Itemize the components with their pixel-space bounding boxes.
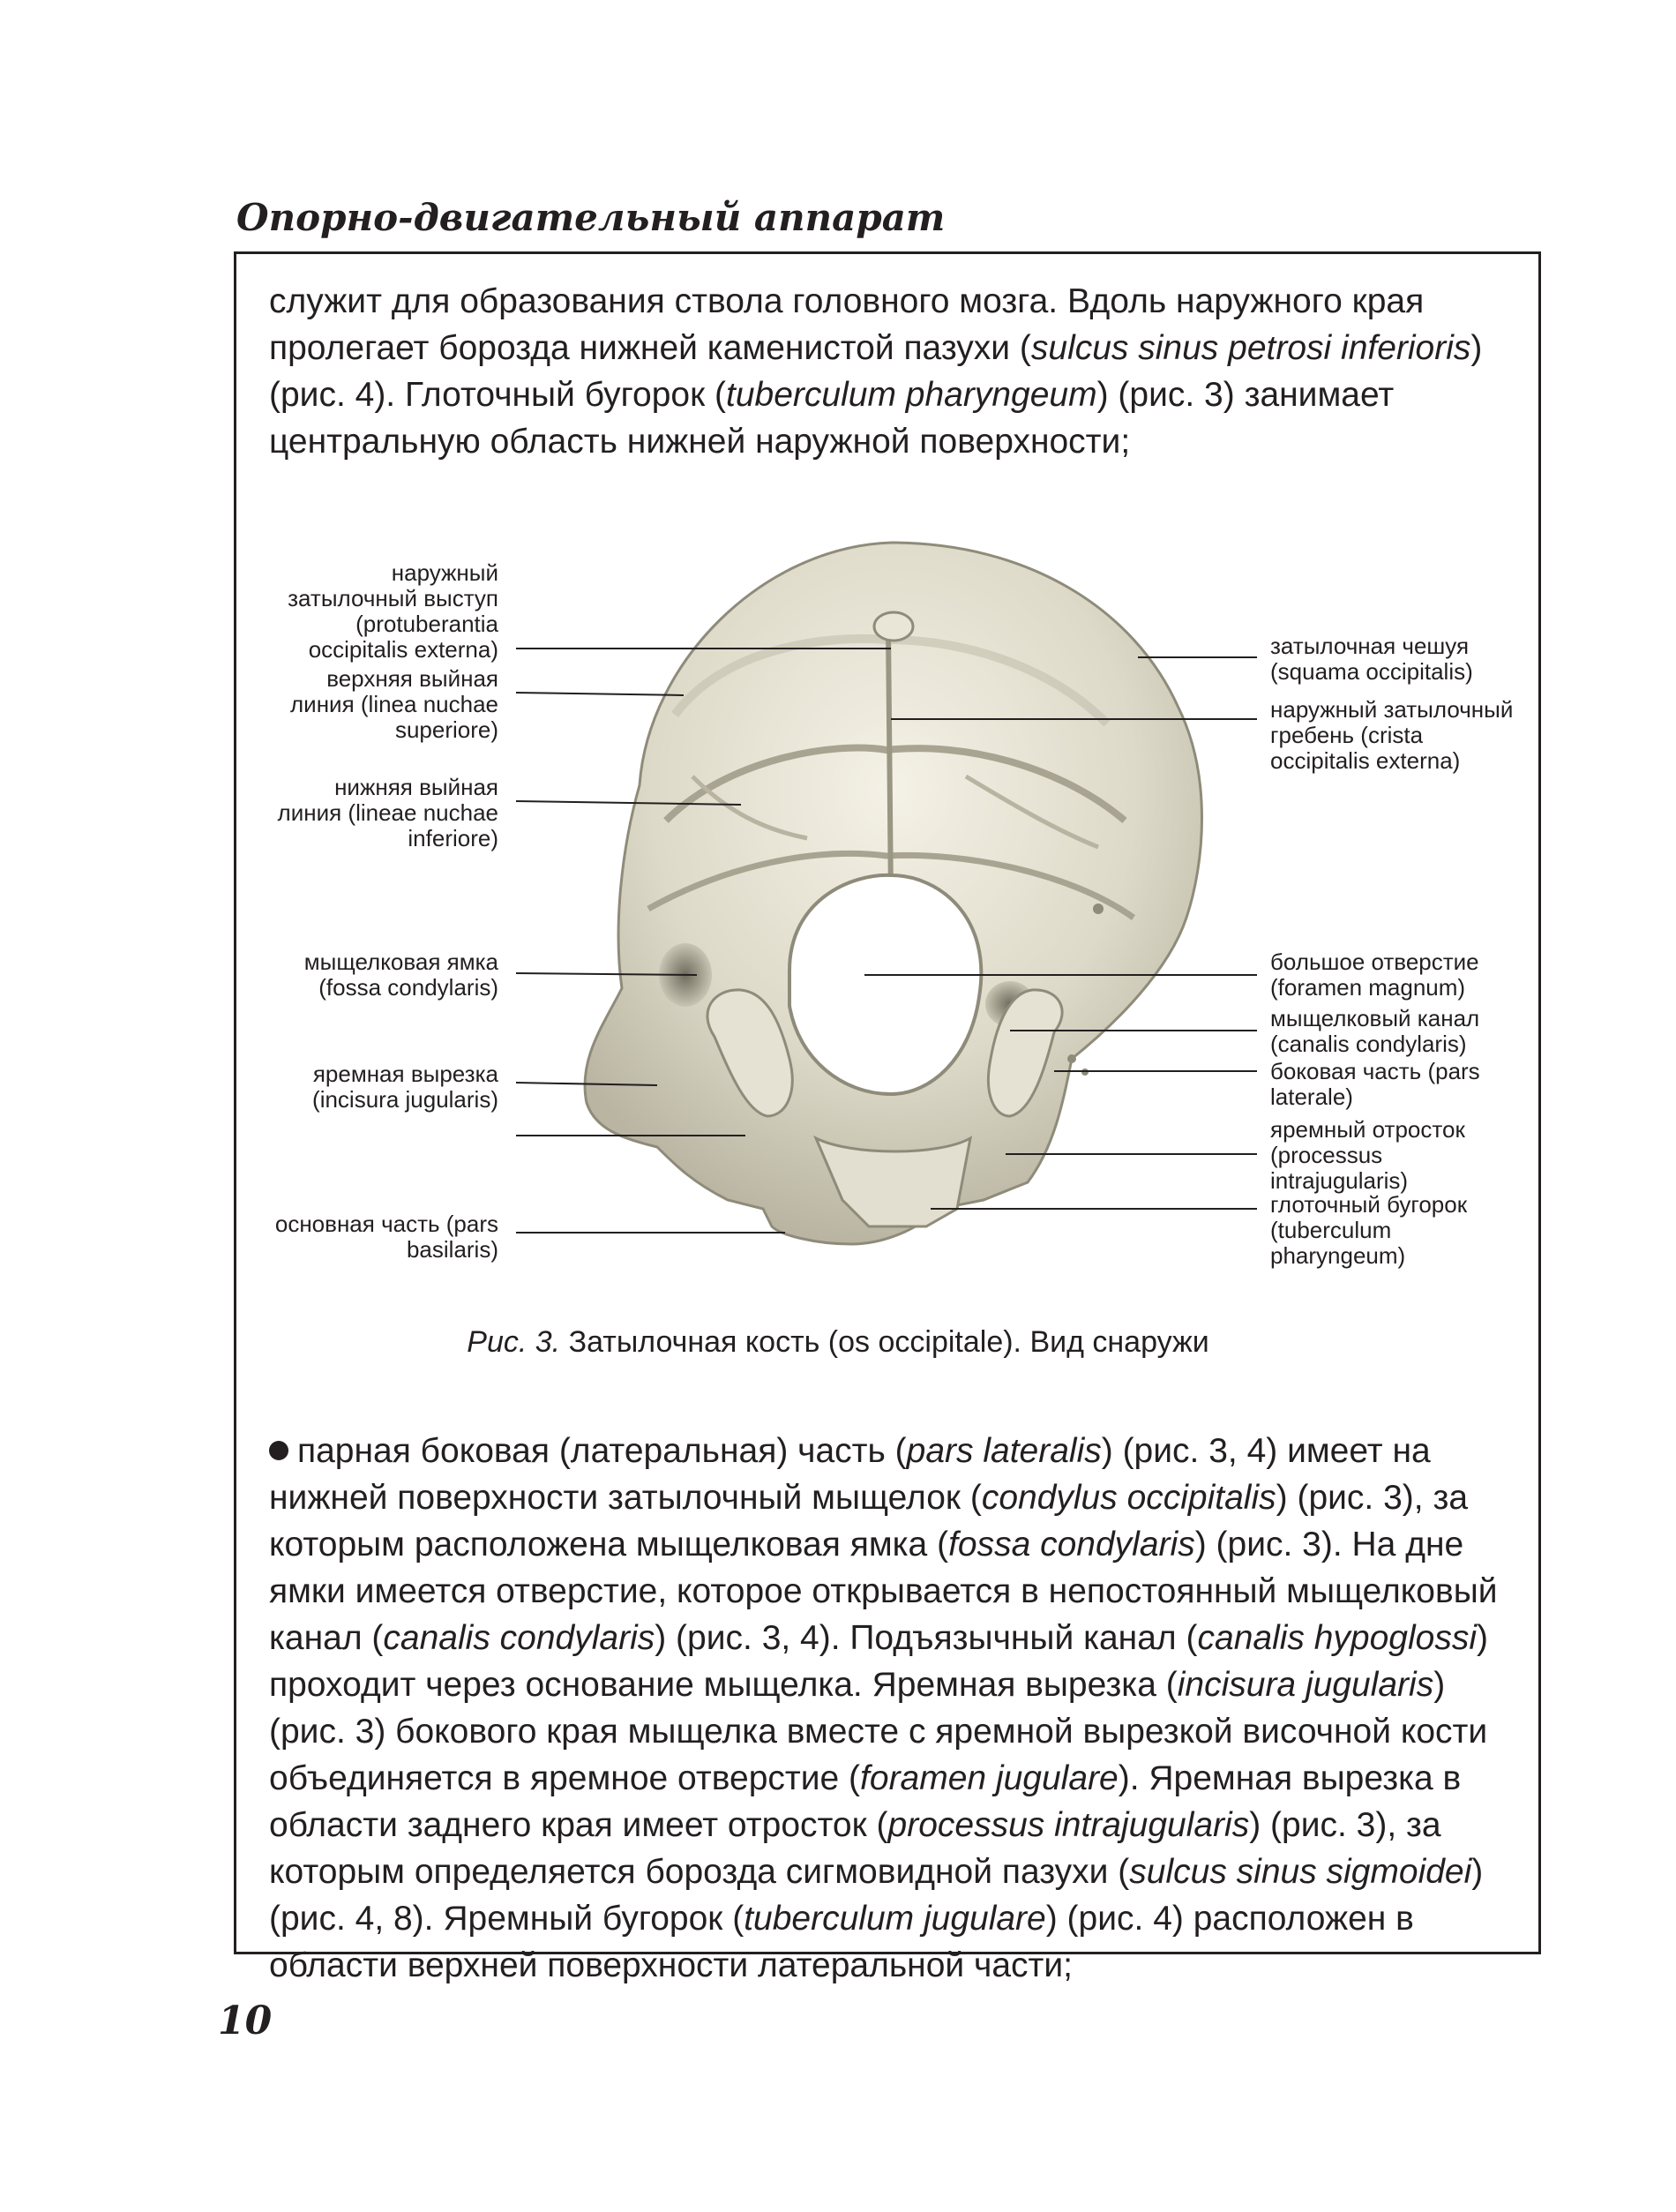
label-superior-nuchal-line: верхняя выйная линия (linea nuchae superiore)	[290, 665, 498, 743]
text-run: ) (рис. 3) бокового края мыщелка вместе с яремной вырезкой височной кости объединяется в яремное отверстие (	[269, 1666, 1488, 1797]
bullet-icon	[269, 1441, 288, 1460]
text-run: ) (рис. 4, 8). Яремный бугорок (	[269, 1853, 1484, 1938]
paragraph-2	[269, 1428, 1513, 1989]
latin-term: foramen jugulare	[860, 1759, 1119, 1797]
label-intrajugular-process: яремный отросток (processus intrajugularis)	[1270, 1116, 1465, 1194]
latin-term: incisura jugularis	[1177, 1666, 1434, 1704]
label-condylar-fossa: мыщелковая ямка (fossa condylaris)	[303, 949, 498, 1001]
latin-term: pars lateralis	[906, 1432, 1102, 1470]
latin-term: processus intrajugularis	[887, 1806, 1250, 1844]
paragraph-2-text	[269, 1432, 1498, 1984]
running-title: Опорно-двигательный аппарат	[236, 196, 946, 239]
latin-term: canalis hypoglossi	[1197, 1619, 1478, 1657]
latin-term: condylus occipitalis	[981, 1479, 1276, 1517]
text-run: ). Яремная вырезка в области заднего края имеет отросток (	[269, 1759, 1462, 1844]
figure-caption	[0, 1325, 1676, 1360]
label-jugular-notch: яремная вырезка (incisura jugularis)	[312, 1061, 498, 1113]
label-pharyngeal-tubercle: глоточный бугорок (tuberculum pharyngeum)	[1270, 1191, 1468, 1269]
paragraph-1	[269, 278, 1513, 465]
text-run: ) проходит через основание мыщелка. Яремная вырезка (	[269, 1619, 1489, 1704]
label-inferior-nuchal-line: нижняя выйная линия (lineae nuchae inferiore)	[277, 774, 498, 851]
label-basilar-part: основная часть (pars basilaris)	[274, 1211, 498, 1263]
figure-caption-text: Затылочная кость (os occipitale). Вид снаружи	[568, 1325, 1209, 1359]
label-external-occipital-protuberance: наружный затылочный выступ (protuberantia occipitalis externa)	[288, 559, 498, 663]
text-run: служит для образования ствола головного мозга. Вдоль наружного края пролегает борозда нижней каменистой пазухи (	[269, 282, 1425, 367]
text-run: ) (рис. 3, 4) имеет на нижней поверхности затылочный мыщелок (	[269, 1432, 1431, 1517]
latin-term: tuberculum pharyngeum	[726, 376, 1097, 414]
latin-term: fossa condylaris	[948, 1526, 1195, 1563]
label-external-occipital-crest: наружный затылочный гребень (crista occipitalis externa)	[1270, 696, 1514, 774]
text-run: ) (рис. 3), за которым расположена мыщелковая ямка (	[269, 1479, 1469, 1563]
label-condylar-canal: мыщелковый канал (canalis condylaris)	[1270, 1005, 1480, 1057]
text-run: ) (рис. 3). На дне ямки имеется отверстие, которое открывается в непостоянный мыщелковый канал (	[269, 1526, 1498, 1657]
text-run: ) (рис. 4) расположен в области верхней поверхности латеральной части;	[269, 1900, 1414, 1984]
label-lateral-part: боковая часть (pars laterale)	[1270, 1058, 1480, 1110]
latin-term: tuberculum jugulare	[744, 1900, 1046, 1938]
page-number: 10	[218, 1998, 273, 2043]
label-occipital-squama: затылочная чешуя (squama occipitalis)	[1270, 633, 1473, 685]
text-run: парная боковая (латеральная) часть (	[297, 1432, 907, 1470]
latin-term: sulcus sinus petrosi inferioris	[1030, 329, 1471, 367]
latin-term: canalis condylaris	[383, 1619, 655, 1657]
text-run: ) (рис. 3), за которым определяется борозда сигмовидной пазухи (	[269, 1806, 1441, 1891]
leader-line	[516, 693, 684, 695]
latin-term: sulcus sinus sigmoidei	[1129, 1853, 1472, 1891]
text-run: ) (рис. 4). Глоточный бугорок (	[269, 329, 1483, 414]
figure-caption-label: Рис. 3.	[467, 1325, 561, 1359]
text-run: ) (рис. 3, 4). Подъязычный канал (	[655, 1619, 1198, 1657]
text-run: ) (рис. 3) занимает центральную область нижней наружной поверхности;	[269, 376, 1395, 461]
label-foramen-magnum: большое отверстие (foramen magnum)	[1270, 949, 1479, 1001]
